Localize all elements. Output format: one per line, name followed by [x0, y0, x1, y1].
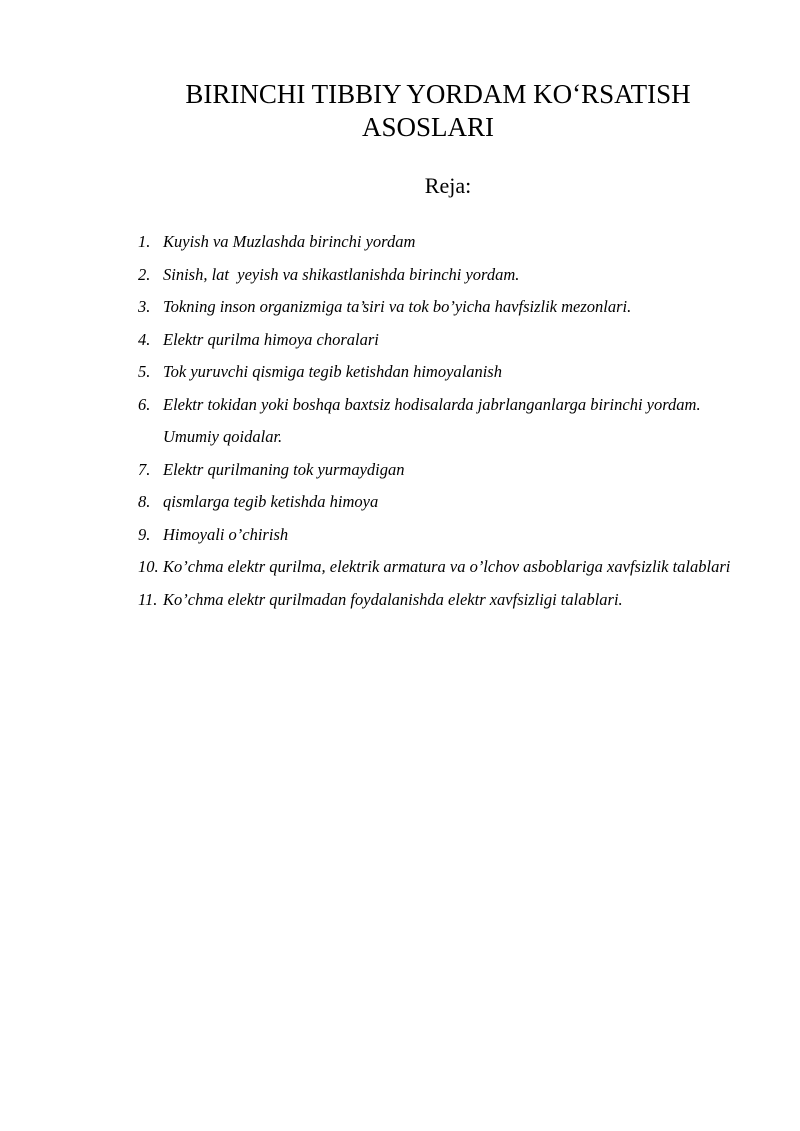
plan-item-6: [138, 389, 750, 454]
plan-item-number: 7.: [138, 459, 151, 479]
plan-item-number: 2.: [138, 264, 151, 284]
plan-item-text: qismlarga tegib ketishda himoya: [163, 492, 379, 511]
plan-item-4: [138, 324, 750, 357]
plan-item-3: [138, 291, 750, 324]
plan-item-number: 10.: [138, 557, 159, 576]
plan-item-number: 11.: [138, 589, 158, 609]
plan-item-text: Tok yuruvchi qismiga tegib ketishdan himoyalanish: [163, 362, 502, 381]
plan-list: [138, 226, 750, 616]
plan-item-1: [138, 226, 750, 259]
plan-item-text: Himoyali o’chirish: [163, 524, 289, 544]
plan-item-text: Elektr tokidan yoki boshqa baxtsiz hodisalarda jabrlanganlarga birinchi yordam. Umumiy qoidalar.: [163, 394, 701, 446]
plan-item-number: 9.: [138, 524, 151, 544]
document-title-line-1: BIRINCHI TIBBIY YORDAM KO‘RSATISH: [185, 79, 691, 109]
plan-item-text: Tokning inson organizmiga ta’siri va tok bo’yicha havfsizlik mezonlari.: [163, 297, 632, 316]
plan-item-text: Ko’chma elektr qurilma, elektrik armatura va o’lchov asboblariga xavfsizlik talablari: [163, 557, 731, 576]
plan-item-number: 3.: [138, 297, 151, 316]
plan-item-7: [138, 454, 750, 487]
plan-item-text: Elektr qurilmaning tok yurmaydigan: [163, 459, 405, 479]
plan-item-number: 6.: [138, 394, 151, 414]
plan-item-text: Ko’chma elektr qurilmadan foydalanishda elektr xavfsizligi talablari.: [163, 589, 623, 609]
plan-item-5: [138, 356, 750, 389]
plan-item-number: 1.: [138, 232, 151, 251]
plan-heading: Reja:: [424, 173, 472, 198]
plan-item-9: [138, 519, 750, 552]
plan-item-11: [138, 584, 750, 617]
plan-item-number: 8.: [138, 492, 151, 511]
document-title-line-2: ASOSLARI: [361, 112, 495, 142]
plan-item-8: [138, 486, 750, 519]
plan-item-2: [138, 259, 750, 292]
document-title: [140, 78, 716, 144]
plan-item-text: Kuyish va Muzlashda birinchi yordam: [163, 232, 416, 251]
plan-item-number: 4.: [138, 329, 151, 349]
plan-item-10: [138, 551, 750, 584]
plan-item-number: 5.: [138, 362, 151, 381]
plan-item-text: Sinish, lat yeyish va shikastlanishda birinchi yordam.: [163, 264, 520, 284]
plan-item-text: Elektr qurilma himoya choralari: [163, 329, 379, 349]
